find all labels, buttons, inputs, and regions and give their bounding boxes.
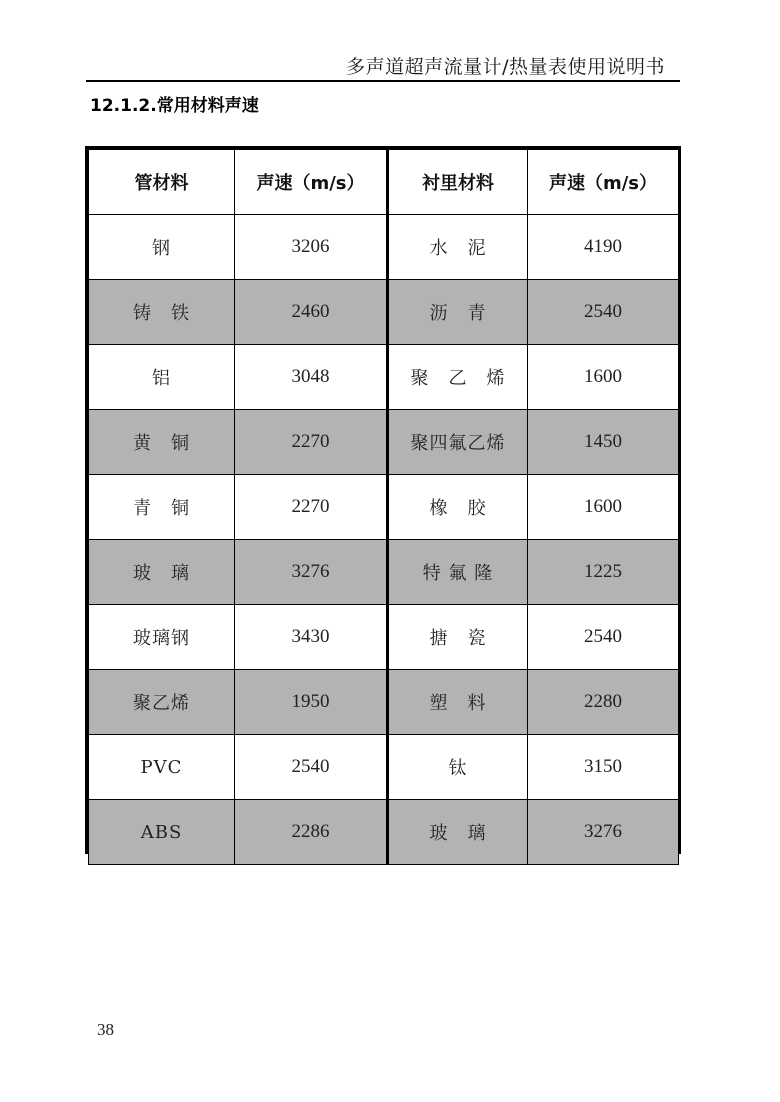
table-row <box>89 345 679 410</box>
column-header-lining-material: 衬里材料 <box>388 150 528 215</box>
table-row <box>89 475 679 540</box>
pipe-material-cell: 青 铜 <box>89 475 235 540</box>
pipe-speed-cell: 3276 <box>235 540 388 605</box>
lining-speed-cell: 2540 <box>528 280 679 345</box>
lining-material-cell: 塑 料 <box>388 670 528 735</box>
pipe-speed-cell: 3430 <box>235 605 388 670</box>
pipe-speed-cell: 2270 <box>235 410 388 475</box>
table-row <box>89 800 679 865</box>
pipe-speed-cell: 2270 <box>235 475 388 540</box>
section-heading: 12.1.2.常用材料声速 <box>90 96 259 116</box>
table-body <box>89 215 679 865</box>
table <box>88 149 679 865</box>
table-row <box>89 540 679 605</box>
column-header-pipe-material: 管材料 <box>89 150 235 215</box>
header-rule <box>86 80 680 82</box>
table-header-row <box>89 150 679 215</box>
lining-speed-cell: 3150 <box>528 735 679 800</box>
lining-material-cell: 搪 瓷 <box>388 605 528 670</box>
pipe-material-cell: ABS <box>89 800 235 865</box>
table-row <box>89 410 679 475</box>
page-number: 38 <box>97 1020 114 1039</box>
table-row <box>89 280 679 345</box>
lining-speed-cell: 1450 <box>528 410 679 475</box>
lining-speed-cell: 1600 <box>528 475 679 540</box>
pipe-material-cell: 玻璃钢 <box>89 605 235 670</box>
material-sound-speed-table <box>85 146 681 854</box>
pipe-speed-cell: 3048 <box>235 345 388 410</box>
pipe-material-cell: 玻 璃 <box>89 540 235 605</box>
pipe-speed-cell: 2286 <box>235 800 388 865</box>
page-header-title: 多声道超声流量计/热量表使用说明书 <box>346 56 665 78</box>
pipe-material-cell: 聚乙烯 <box>89 670 235 735</box>
lining-speed-cell: 1225 <box>528 540 679 605</box>
pipe-material-cell: 铸 铁 <box>89 280 235 345</box>
pipe-speed-cell: 2540 <box>235 735 388 800</box>
lining-material-cell: 橡 胶 <box>388 475 528 540</box>
lining-speed-cell: 4190 <box>528 215 679 280</box>
lining-material-cell: 钛 <box>388 735 528 800</box>
lining-speed-cell: 1600 <box>528 345 679 410</box>
lining-material-cell: 玻 璃 <box>388 800 528 865</box>
table-row <box>89 605 679 670</box>
column-header-pipe-speed: 声速（m/s） <box>235 150 388 215</box>
table-row <box>89 215 679 280</box>
table-row <box>89 670 679 735</box>
pipe-material-cell: 铝 <box>89 345 235 410</box>
pipe-speed-cell: 2460 <box>235 280 388 345</box>
lining-material-cell: 聚 乙 烯 <box>388 345 528 410</box>
pipe-material-cell: 黄 铜 <box>89 410 235 475</box>
pipe-material-cell: PVC <box>89 735 235 800</box>
lining-material-cell: 聚四氟乙烯 <box>388 410 528 475</box>
lining-speed-cell: 2540 <box>528 605 679 670</box>
pipe-material-cell: 钢 <box>89 215 235 280</box>
column-header-lining-speed: 声速（m/s） <box>528 150 679 215</box>
lining-material-cell: 水 泥 <box>388 215 528 280</box>
lining-material-cell: 沥 青 <box>388 280 528 345</box>
lining-speed-cell: 2280 <box>528 670 679 735</box>
lining-material-cell: 特 氟 隆 <box>388 540 528 605</box>
pipe-speed-cell: 1950 <box>235 670 388 735</box>
table-row <box>89 735 679 800</box>
pipe-speed-cell: 3206 <box>235 215 388 280</box>
lining-speed-cell: 3276 <box>528 800 679 865</box>
